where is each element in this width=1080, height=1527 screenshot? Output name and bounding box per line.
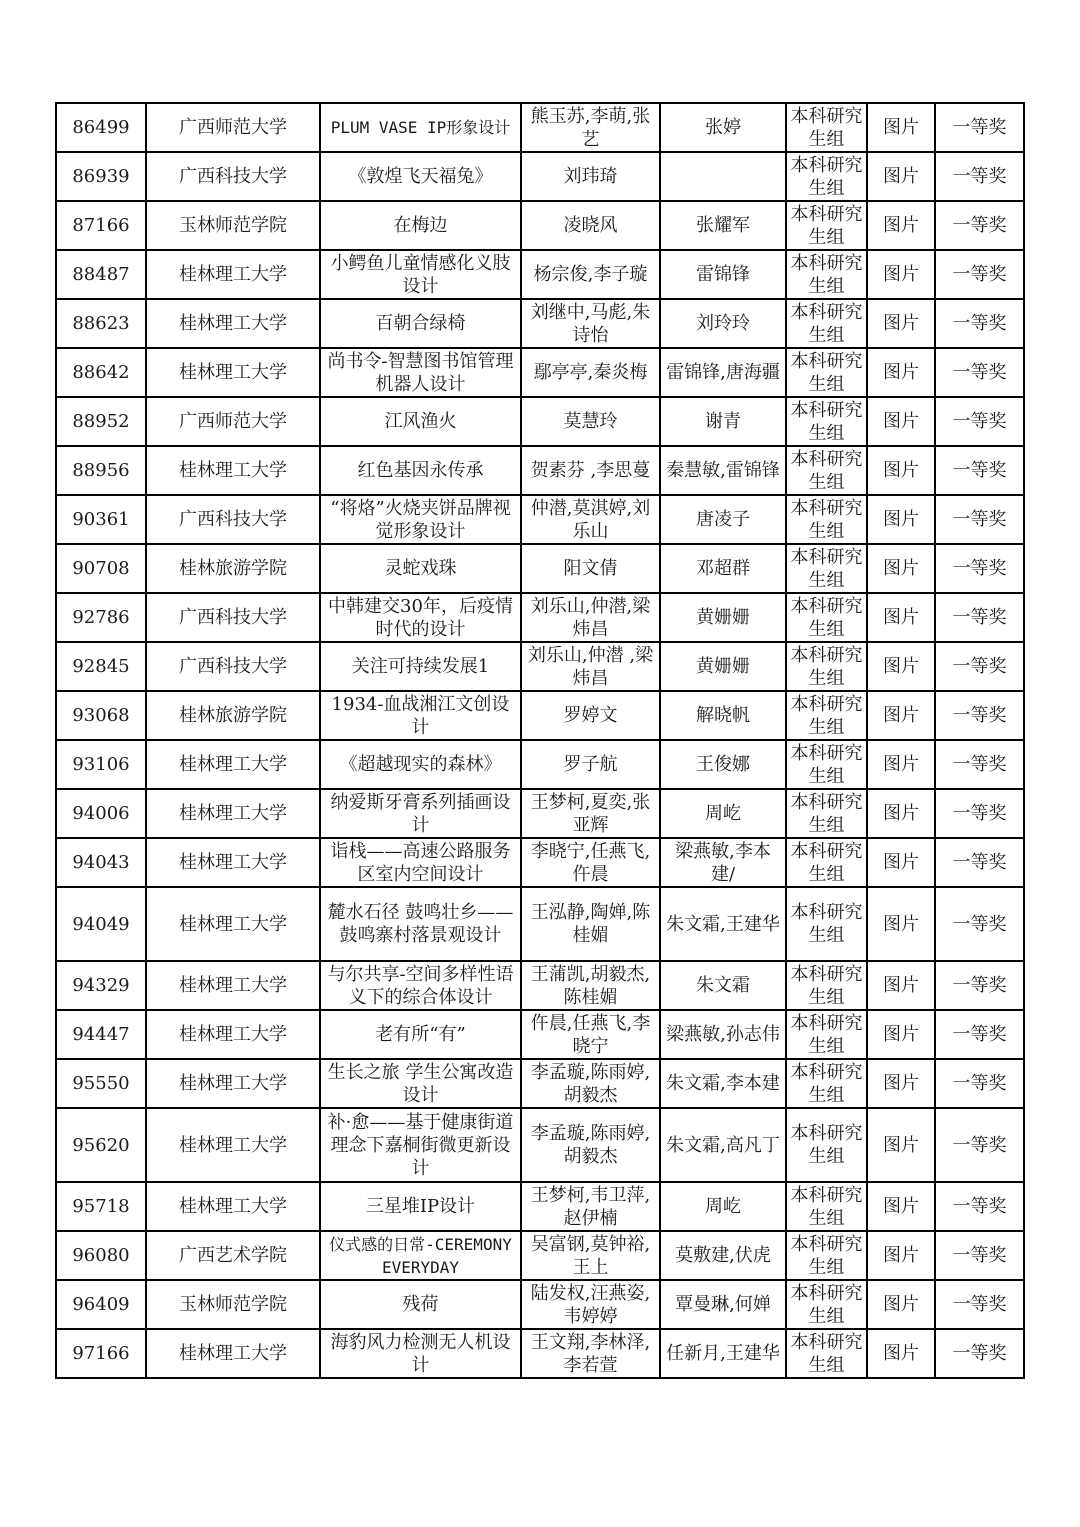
group-cell: 本科研究生组 — [786, 961, 867, 1010]
category-cell: 图片 — [867, 201, 935, 250]
advisor-cell: 莫敷建,伏虎 — [660, 1231, 786, 1280]
table-row — [56, 495, 1024, 544]
work-title-cell: 纳爱斯牙膏系列插画设计 — [320, 789, 521, 838]
authors-cell: 罗子航 — [521, 740, 660, 789]
award-cell: 一等奖 — [935, 250, 1024, 299]
award-cell: 一等奖 — [935, 1231, 1024, 1280]
award-cell: 一等奖 — [935, 740, 1024, 789]
entry-id-cell: 86499 — [56, 103, 146, 152]
school-cell: 广西科技大学 — [146, 593, 320, 642]
entry-id-cell: 94043 — [56, 838, 146, 887]
group-cell: 本科研究生组 — [786, 1280, 867, 1329]
category-cell: 图片 — [867, 495, 935, 544]
entry-id-cell: 90361 — [56, 495, 146, 544]
entry-id-cell: 88487 — [56, 250, 146, 299]
school-cell: 广西师范大学 — [146, 397, 320, 446]
table-row — [56, 789, 1024, 838]
entry-id-cell: 87166 — [56, 201, 146, 250]
award-cell: 一等奖 — [935, 446, 1024, 495]
award-cell: 一等奖 — [935, 397, 1024, 446]
table-row — [56, 397, 1024, 446]
advisor-cell: 张耀军 — [660, 201, 786, 250]
authors-cell: 王文翔,李林泽,李若萱 — [521, 1329, 660, 1378]
work-title-cell: 与尔共享-空间多样性语义下的综合体设计 — [320, 961, 521, 1010]
category-cell: 图片 — [867, 1108, 935, 1182]
award-cell: 一等奖 — [935, 789, 1024, 838]
award-cell: 一等奖 — [935, 152, 1024, 201]
table-row — [56, 1059, 1024, 1108]
work-title-cell: 灵蛇戏珠 — [320, 544, 521, 593]
table-row — [56, 740, 1024, 789]
authors-cell: 罗婷文 — [521, 691, 660, 740]
authors-cell: 鄢亭亭,秦炎梅 — [521, 348, 660, 397]
table-row — [56, 961, 1024, 1010]
category-cell: 图片 — [867, 250, 935, 299]
category-cell: 图片 — [867, 348, 935, 397]
group-cell: 本科研究生组 — [786, 103, 867, 152]
work-title-cell: 三星堆IP设计 — [320, 1182, 521, 1231]
advisor-cell: 周屹 — [660, 1182, 786, 1231]
group-cell: 本科研究生组 — [786, 250, 867, 299]
work-title-cell: 中韩建交30年，后疫情时代的设计 — [320, 593, 521, 642]
advisor-cell: 雷锦锋,唐海疆 — [660, 348, 786, 397]
advisor-cell: 梁燕敏,孙志伟 — [660, 1010, 786, 1059]
work-title-cell: 《敦煌飞天福兔》 — [320, 152, 521, 201]
table-row — [56, 887, 1024, 961]
award-cell: 一等奖 — [935, 642, 1024, 691]
entry-id-cell: 96409 — [56, 1280, 146, 1329]
group-cell: 本科研究生组 — [786, 887, 867, 961]
authors-cell: 王蒲凯,胡毅杰,陈桂媚 — [521, 961, 660, 1010]
school-cell: 玉林师范学院 — [146, 201, 320, 250]
authors-cell: 莫慧玲 — [521, 397, 660, 446]
work-title-cell: 小鳄鱼儿童情感化义肢设计 — [320, 250, 521, 299]
authors-cell: 刘继中,马彪,朱诗怡 — [521, 299, 660, 348]
school-cell: 桂林理工大学 — [146, 1059, 320, 1108]
entry-id-cell: 90708 — [56, 544, 146, 593]
authors-cell: 杨宗俊,李子璇 — [521, 250, 660, 299]
authors-cell: 吴富钢,莫钟裕,王上 — [521, 1231, 660, 1280]
authors-cell: 李孟璇,陈雨婷,胡毅杰 — [521, 1108, 660, 1182]
authors-cell: 刘乐山,仲潜,梁炜昌 — [521, 593, 660, 642]
advisor-cell: 梁燕敏,李本建/ — [660, 838, 786, 887]
table-row — [56, 299, 1024, 348]
table-row — [56, 1280, 1024, 1329]
category-cell: 图片 — [867, 1182, 935, 1231]
entry-id-cell: 95718 — [56, 1182, 146, 1231]
entry-id-cell: 94329 — [56, 961, 146, 1010]
award-cell: 一等奖 — [935, 299, 1024, 348]
category-cell: 图片 — [867, 103, 935, 152]
advisor-cell: 唐凌子 — [660, 495, 786, 544]
work-title-cell: 残荷 — [320, 1280, 521, 1329]
group-cell: 本科研究生组 — [786, 740, 867, 789]
school-cell: 桂林理工大学 — [146, 1010, 320, 1059]
award-list-table — [55, 102, 1025, 1379]
school-cell: 玉林师范学院 — [146, 1280, 320, 1329]
authors-cell: 凌晓风 — [521, 201, 660, 250]
work-title-cell: 江风渔火 — [320, 397, 521, 446]
award-cell: 一等奖 — [935, 201, 1024, 250]
advisor-cell: 任新月,王建华 — [660, 1329, 786, 1378]
table-row — [56, 1231, 1024, 1280]
authors-cell: 刘乐山,仲潜 ,梁炜昌 — [521, 642, 660, 691]
award-cell: 一等奖 — [935, 348, 1024, 397]
group-cell: 本科研究生组 — [786, 642, 867, 691]
work-title-cell: 关注可持续发展1 — [320, 642, 521, 691]
table-row — [56, 838, 1024, 887]
advisor-cell: 雷锦锋 — [660, 250, 786, 299]
group-cell: 本科研究生组 — [786, 495, 867, 544]
award-cell: 一等奖 — [935, 1329, 1024, 1378]
advisor-cell — [660, 152, 786, 201]
award-cell: 一等奖 — [935, 103, 1024, 152]
award-cell: 一等奖 — [935, 1059, 1024, 1108]
work-title-cell: PLUM VASE IP形象设计 — [320, 103, 521, 152]
entry-id-cell: 92845 — [56, 642, 146, 691]
work-title-cell: 海豹风力检测无人机设计 — [320, 1329, 521, 1378]
school-cell: 桂林旅游学院 — [146, 691, 320, 740]
group-cell: 本科研究生组 — [786, 152, 867, 201]
award-cell: 一等奖 — [935, 838, 1024, 887]
entry-id-cell: 97166 — [56, 1329, 146, 1378]
work-title-cell: 在梅边 — [320, 201, 521, 250]
school-cell: 广西科技大学 — [146, 642, 320, 691]
authors-cell: 王梦柯,夏奕,张亚辉 — [521, 789, 660, 838]
entry-id-cell: 95620 — [56, 1108, 146, 1182]
table-row — [56, 1329, 1024, 1378]
category-cell: 图片 — [867, 961, 935, 1010]
advisor-cell: 朱文霜,高凡丁 — [660, 1108, 786, 1182]
table-row — [56, 201, 1024, 250]
advisor-cell: 黄姗姗 — [660, 642, 786, 691]
award-cell: 一等奖 — [935, 1010, 1024, 1059]
category-cell: 图片 — [867, 299, 935, 348]
group-cell: 本科研究生组 — [786, 1329, 867, 1378]
entry-id-cell: 92786 — [56, 593, 146, 642]
school-cell: 桂林理工大学 — [146, 250, 320, 299]
school-cell: 桂林理工大学 — [146, 299, 320, 348]
authors-cell: 阳文倩 — [521, 544, 660, 593]
table-row — [56, 642, 1024, 691]
group-cell: 本科研究生组 — [786, 348, 867, 397]
group-cell: 本科研究生组 — [786, 397, 867, 446]
category-cell: 图片 — [867, 838, 935, 887]
award-cell: 一等奖 — [935, 1182, 1024, 1231]
school-cell: 桂林理工大学 — [146, 887, 320, 961]
group-cell: 本科研究生组 — [786, 201, 867, 250]
work-title-cell: 红色基因永传承 — [320, 446, 521, 495]
entry-id-cell: 93106 — [56, 740, 146, 789]
work-title-cell: 生长之旅 学生公寓改造设计 — [320, 1059, 521, 1108]
award-cell: 一等奖 — [935, 1280, 1024, 1329]
school-cell: 广西艺术学院 — [146, 1231, 320, 1280]
category-cell: 图片 — [867, 1280, 935, 1329]
group-cell: 本科研究生组 — [786, 1059, 867, 1108]
work-title-cell: 补·愈——基于健康街道理念下嘉桐街微更新设计 — [320, 1108, 521, 1182]
group-cell: 本科研究生组 — [786, 299, 867, 348]
table-row — [56, 691, 1024, 740]
advisor-cell: 周屹 — [660, 789, 786, 838]
advisor-cell: 邓超群 — [660, 544, 786, 593]
advisor-cell: 解晓帆 — [660, 691, 786, 740]
award-cell: 一等奖 — [935, 691, 1024, 740]
advisor-cell: 朱文霜 — [660, 961, 786, 1010]
group-cell: 本科研究生组 — [786, 1231, 867, 1280]
table-row — [56, 1108, 1024, 1182]
table-row — [56, 250, 1024, 299]
category-cell: 图片 — [867, 642, 935, 691]
school-cell: 桂林理工大学 — [146, 838, 320, 887]
advisor-cell: 朱文霜,李本建 — [660, 1059, 786, 1108]
work-title-cell: 老有所“有” — [320, 1010, 521, 1059]
advisor-cell: 朱文霜,王建华 — [660, 887, 786, 961]
advisor-cell: 张婷 — [660, 103, 786, 152]
entry-id-cell: 95550 — [56, 1059, 146, 1108]
entry-id-cell: 93068 — [56, 691, 146, 740]
school-cell: 桂林理工大学 — [146, 1329, 320, 1378]
entry-id-cell: 88642 — [56, 348, 146, 397]
entry-id-cell: 88623 — [56, 299, 146, 348]
award-cell: 一等奖 — [935, 544, 1024, 593]
advisor-cell: 王俊娜 — [660, 740, 786, 789]
group-cell: 本科研究生组 — [786, 691, 867, 740]
category-cell: 图片 — [867, 1329, 935, 1378]
authors-cell: 仵晨,任燕飞,李晓宁 — [521, 1010, 660, 1059]
advisor-cell: 覃曼琳,何婵 — [660, 1280, 786, 1329]
category-cell: 图片 — [867, 1059, 935, 1108]
authors-cell: 贺素芬 ,李思蔓 — [521, 446, 660, 495]
school-cell: 桂林旅游学院 — [146, 544, 320, 593]
table-row — [56, 103, 1024, 152]
work-title-cell: 尚书令-智慧图书馆管理机器人设计 — [320, 348, 521, 397]
authors-cell: 王梦柯,韦卫萍,赵伊楠 — [521, 1182, 660, 1231]
group-cell: 本科研究生组 — [786, 1182, 867, 1231]
authors-cell: 李晓宁,任燕飞,仵晨 — [521, 838, 660, 887]
table-row — [56, 152, 1024, 201]
work-title-cell: 1934-血战湘江文创设计 — [320, 691, 521, 740]
group-cell: 本科研究生组 — [786, 593, 867, 642]
school-cell: 桂林理工大学 — [146, 961, 320, 1010]
work-title-cell: 诣栈——高速公路服务区室内空间设计 — [320, 838, 521, 887]
authors-cell: 刘玮琦 — [521, 152, 660, 201]
school-cell: 桂林理工大学 — [146, 740, 320, 789]
entry-id-cell: 86939 — [56, 152, 146, 201]
group-cell: 本科研究生组 — [786, 1010, 867, 1059]
award-cell: 一等奖 — [935, 961, 1024, 1010]
advisor-cell: 谢青 — [660, 397, 786, 446]
category-cell: 图片 — [867, 1010, 935, 1059]
authors-cell: 王泓静,陶婵,陈桂媚 — [521, 887, 660, 961]
group-cell: 本科研究生组 — [786, 544, 867, 593]
school-cell: 桂林理工大学 — [146, 1182, 320, 1231]
entry-id-cell: 94447 — [56, 1010, 146, 1059]
work-title-cell: 仪式感的日常-CEREMONY EVERYDAY — [320, 1231, 521, 1280]
school-cell: 广西师范大学 — [146, 103, 320, 152]
category-cell: 图片 — [867, 691, 935, 740]
entry-id-cell: 94006 — [56, 789, 146, 838]
authors-cell: 陆发权,汪燕姿,韦婷婷 — [521, 1280, 660, 1329]
table-row — [56, 348, 1024, 397]
advisor-cell: 秦慧敏,雷锦锋 — [660, 446, 786, 495]
school-cell: 桂林理工大学 — [146, 446, 320, 495]
category-cell: 图片 — [867, 1231, 935, 1280]
table-row — [56, 1182, 1024, 1231]
entry-id-cell: 88956 — [56, 446, 146, 495]
award-cell: 一等奖 — [935, 1108, 1024, 1182]
school-cell: 桂林理工大学 — [146, 348, 320, 397]
table-body — [56, 103, 1024, 1378]
work-title-cell: 百朝合绿椅 — [320, 299, 521, 348]
group-cell: 本科研究生组 — [786, 838, 867, 887]
advisor-cell: 黄姗姗 — [660, 593, 786, 642]
school-cell: 广西科技大学 — [146, 495, 320, 544]
group-cell: 本科研究生组 — [786, 1108, 867, 1182]
award-cell: 一等奖 — [935, 495, 1024, 544]
award-cell: 一等奖 — [935, 593, 1024, 642]
category-cell: 图片 — [867, 593, 935, 642]
award-cell: 一等奖 — [935, 887, 1024, 961]
category-cell: 图片 — [867, 789, 935, 838]
school-cell: 广西科技大学 — [146, 152, 320, 201]
entry-id-cell: 96080 — [56, 1231, 146, 1280]
table-row — [56, 544, 1024, 593]
work-title-cell: “将烙”火烧夹饼品牌视觉形象设计 — [320, 495, 521, 544]
category-cell: 图片 — [867, 152, 935, 201]
group-cell: 本科研究生组 — [786, 446, 867, 495]
authors-cell: 熊玉苏,李萌,张艺 — [521, 103, 660, 152]
work-title-cell: 《超越现实的森林》 — [320, 740, 521, 789]
table-row — [56, 1010, 1024, 1059]
school-cell: 桂林理工大学 — [146, 1108, 320, 1182]
category-cell: 图片 — [867, 544, 935, 593]
group-cell: 本科研究生组 — [786, 789, 867, 838]
category-cell: 图片 — [867, 887, 935, 961]
table-row — [56, 593, 1024, 642]
category-cell: 图片 — [867, 740, 935, 789]
work-title-cell: 麓水石径 鼓鸣壮乡——鼓鸣寨村落景观设计 — [320, 887, 521, 961]
entry-id-cell: 94049 — [56, 887, 146, 961]
category-cell: 图片 — [867, 446, 935, 495]
school-cell: 桂林理工大学 — [146, 789, 320, 838]
category-cell: 图片 — [867, 397, 935, 446]
authors-cell: 李孟璇,陈雨婷,胡毅杰 — [521, 1059, 660, 1108]
table-row — [56, 446, 1024, 495]
advisor-cell: 刘玲玲 — [660, 299, 786, 348]
entry-id-cell: 88952 — [56, 397, 146, 446]
authors-cell: 仲潜,莫淇婷,刘乐山 — [521, 495, 660, 544]
